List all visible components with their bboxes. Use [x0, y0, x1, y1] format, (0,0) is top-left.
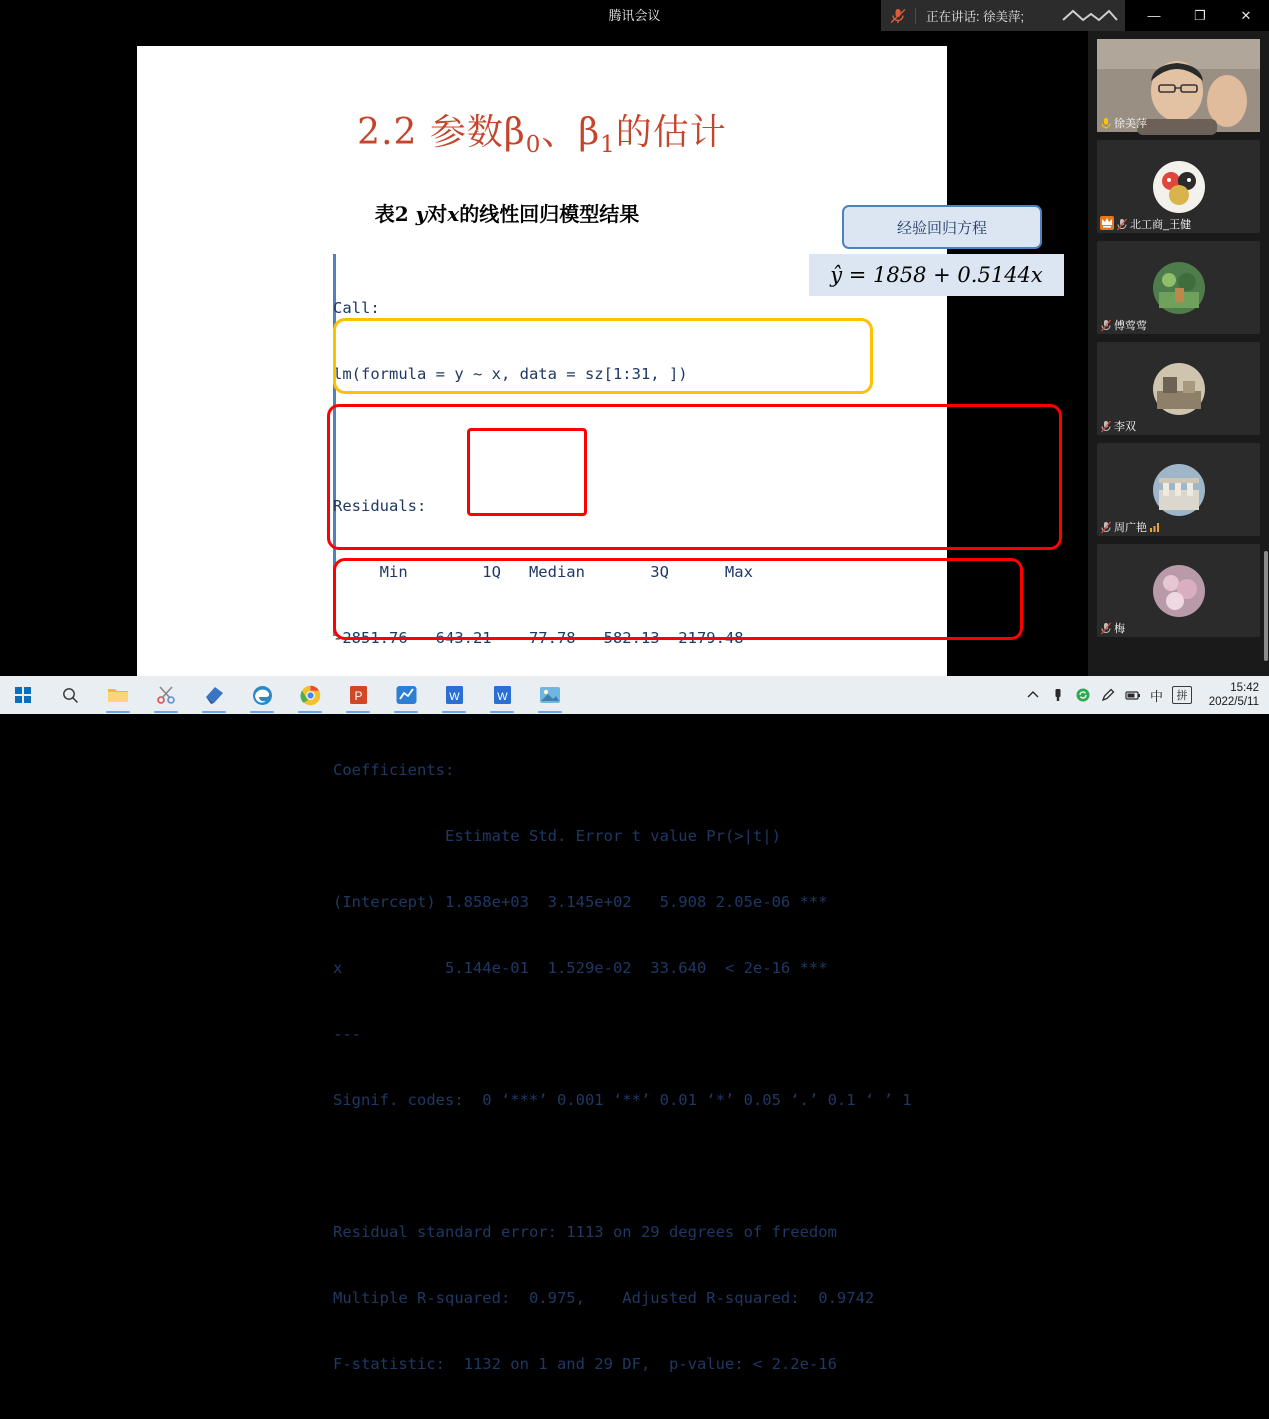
residuals-highlight [333, 318, 873, 394]
rail-scrollbar[interactable] [1264, 551, 1268, 661]
shared-screen-area [0, 31, 1088, 1373]
avatar [1153, 464, 1205, 516]
active-speaker-pill [881, 0, 1125, 31]
participant-name: 李双 [1114, 421, 1136, 433]
participant-namebar [1097, 619, 1125, 637]
mic-muted-icon [1101, 521, 1111, 534]
code-line: Coefficients: [333, 761, 455, 779]
participant-tile[interactable] [1097, 342, 1260, 435]
model-stats-highlight [333, 558, 1023, 640]
speaker-mic-icon [881, 0, 915, 31]
close-button[interactable]: ✕ [1240, 7, 1252, 23]
mic-muted-icon [1117, 218, 1127, 231]
svg-text:W: W [496, 691, 508, 703]
wps-doc-icon[interactable] [478, 676, 526, 714]
code-line: Residuals: [333, 497, 427, 515]
participant-namebar [1097, 316, 1147, 334]
slide-title: 2.2 参数$\beta_0$、$\beta_1$的估计 [357, 112, 727, 159]
battery-icon[interactable] [1125, 687, 1141, 703]
network-signal-icon [1150, 522, 1161, 532]
svg-text:W: W [448, 691, 460, 703]
slide-subtitle: 表2 y对x的线性回归模型结果 [374, 202, 640, 226]
scissors-icon[interactable] [142, 676, 190, 714]
participant-tile[interactable] [1097, 39, 1260, 132]
minimize-button[interactable]: — [1147, 8, 1161, 23]
clock[interactable] [1201, 681, 1263, 709]
system-tray [1025, 676, 1269, 714]
participant-namebar [1097, 215, 1191, 233]
code-line: Call: [333, 299, 380, 317]
coefficients-highlight [327, 404, 1062, 550]
presentation-slide [137, 46, 1043, 1373]
participant-name: 傅莺莺 [1114, 320, 1147, 332]
participant-name: 周广艳 [1114, 522, 1147, 534]
taskbar-items [0, 676, 574, 714]
audio-wave-icon [1055, 0, 1125, 31]
avatar [1153, 363, 1205, 415]
code-line: Multiple R-squared: 0.975, Adjusted R-squared: 0.9742 [333, 1289, 875, 1307]
participant-tile[interactable] [1097, 443, 1260, 536]
file-explorer-icon[interactable] [94, 676, 142, 714]
chevron-up-icon[interactable] [1025, 687, 1041, 703]
code-line: --- [333, 1025, 361, 1043]
meeting-title: 腾讯会议 [608, 8, 661, 23]
powerpoint-icon[interactable] [334, 676, 382, 714]
chrome-icon[interactable] [286, 676, 334, 714]
code-line: F-statistic: 1132 on 1 and 29 DF, p-value: < 2.2e-16 [333, 1355, 837, 1373]
avatar [1153, 262, 1205, 314]
mic-muted-icon [1101, 420, 1111, 433]
tencent-meeting-icon[interactable] [382, 676, 430, 714]
code-line: x 5.144e-01 1.529e-02 33.640 < 2e-16 *** [333, 959, 828, 977]
code-line: -2851.76 -643.21 -77.78 582.13 2179.48 [333, 629, 744, 647]
app-blue-icon[interactable] [190, 676, 238, 714]
window-controls [1131, 0, 1269, 31]
participant-name: 梅 [1114, 623, 1125, 635]
participant-namebar [1097, 114, 1147, 132]
code-line: lm(formula = y ~ x, data = sz[1:31, ]) [333, 365, 688, 383]
usb-icon[interactable] [1050, 687, 1066, 703]
regression-equation: ŷ = 1858 + 0.5144x [809, 254, 1064, 296]
participant-name: 北工商_王健 [1130, 219, 1192, 231]
mic-icon [1101, 117, 1111, 130]
participant-tile[interactable] [1097, 140, 1260, 233]
avatar [1153, 565, 1205, 617]
ime-language[interactable]: 中 [1149, 688, 1163, 704]
participant-rail[interactable] [1088, 31, 1269, 676]
search-icon[interactable] [46, 676, 94, 714]
code-line: (Intercept) 1.858e+03 3.145e+02 5.908 2.05e-06 *** [333, 893, 828, 911]
mic-muted-icon [1101, 319, 1111, 332]
code-line: Residual standard error: 1113 on 29 degrees of freedom [333, 1223, 837, 1241]
callout-label: 经验回归方程 [896, 219, 987, 237]
code-line [333, 1155, 1073, 1177]
clock-time: 15:42 [1230, 682, 1259, 694]
clock-date: 2022/5/11 [1208, 696, 1259, 708]
participant-namebar [1097, 417, 1136, 435]
meeting-titlebar [0, 0, 1269, 31]
active-speaker-label: 正在讲话: 徐美萍; [926, 9, 1024, 24]
estimate-column-highlight [467, 428, 587, 516]
callout-box [842, 205, 1042, 249]
sync-icon[interactable] [1075, 687, 1091, 703]
code-line: Signif. codes: 0 ‘***’ 0.001 ‘**’ 0.01 ‘*’ 0.05 ‘.’ 0.1 ‘ ’ 1 [333, 1091, 912, 1109]
code-line: Estimate Std. Error t value Pr(>|t|) [333, 827, 781, 845]
photos-icon[interactable] [526, 676, 574, 714]
edge-icon[interactable] [238, 676, 286, 714]
participant-tile[interactable] [1097, 544, 1260, 637]
ime-mode[interactable]: 拼 [1172, 686, 1192, 704]
windows-taskbar [0, 676, 1269, 714]
participant-namebar [1097, 518, 1161, 536]
svg-text:P: P [353, 689, 363, 703]
code-line: Min 1Q Median 3Q Max [333, 563, 753, 581]
avatar [1153, 161, 1205, 213]
participant-tile[interactable] [1097, 241, 1260, 334]
maximize-button[interactable]: ❐ [1194, 7, 1206, 23]
mic-muted-icon [1101, 622, 1111, 635]
wps-writer-icon[interactable] [430, 676, 478, 714]
participant-name: 徐美萍 [1114, 118, 1147, 130]
pen-icon[interactable] [1100, 687, 1116, 703]
start-button[interactable] [0, 676, 46, 714]
